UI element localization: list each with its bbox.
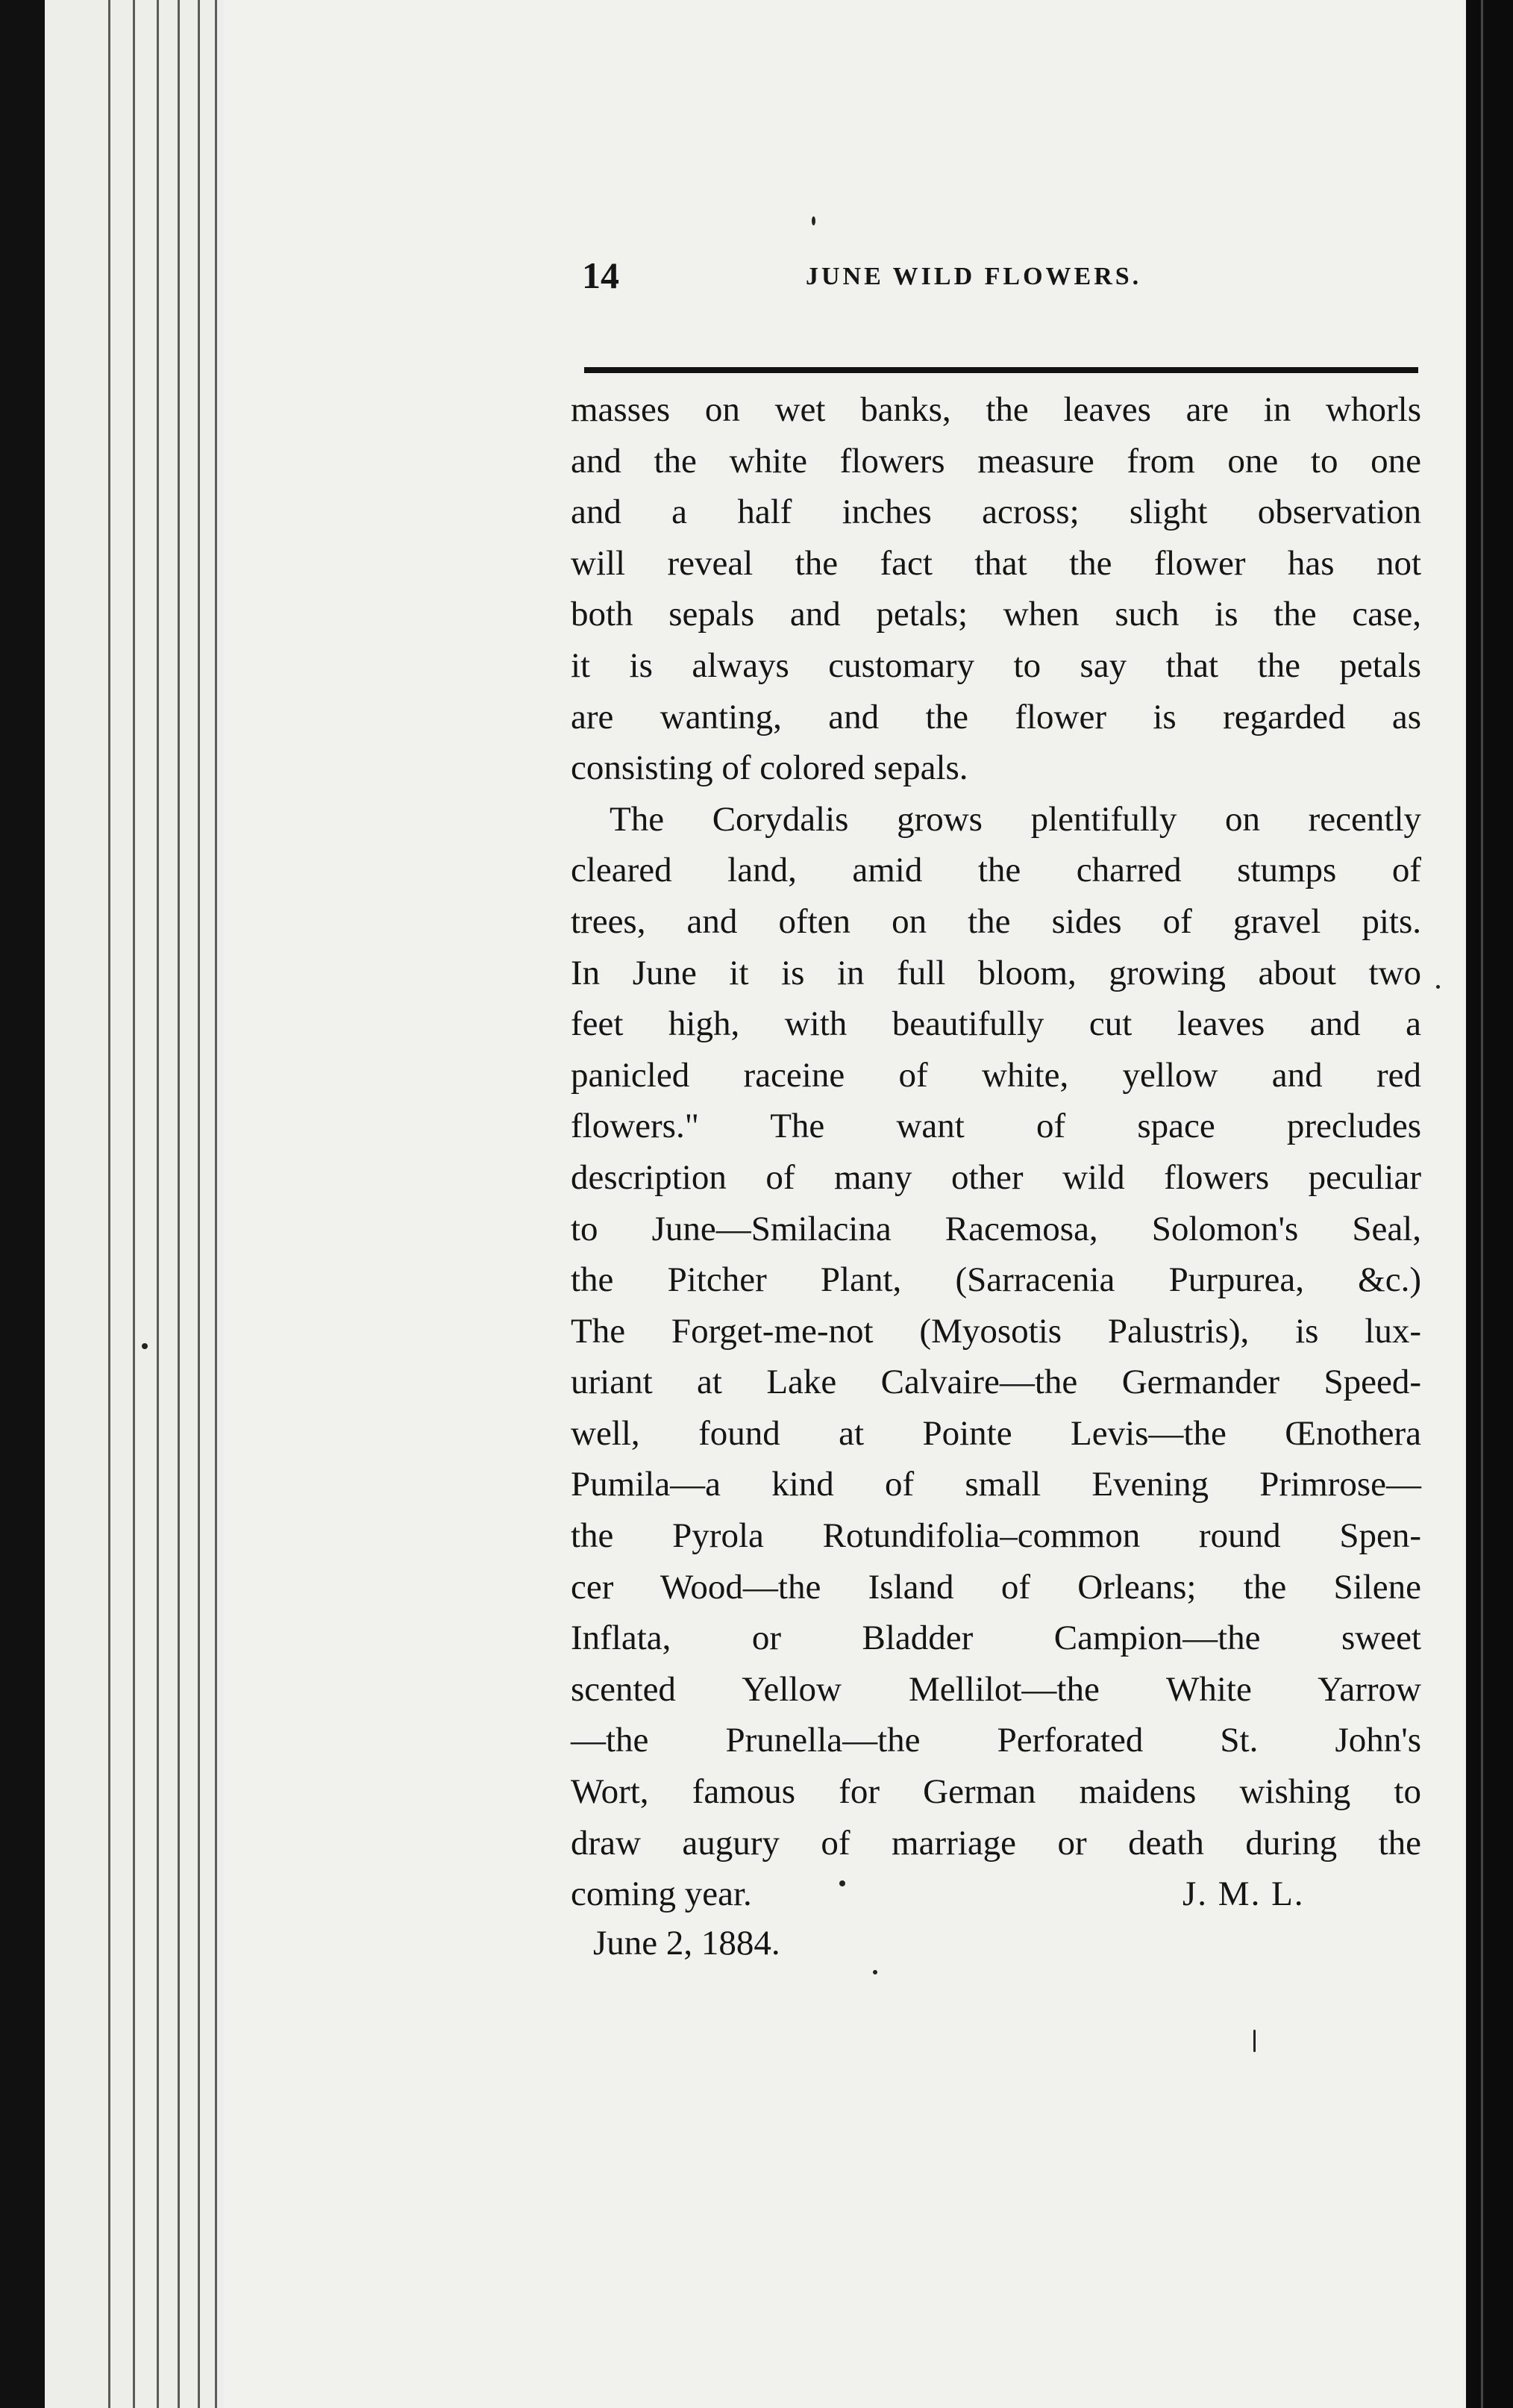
text-line: uriant at Lake Calvaire—the Germander Speed-	[571, 1363, 1421, 1402]
text-line: The Corydalis grows plentifully on recently	[610, 799, 1421, 839]
text-line: the Pyrola Rotundifolia–common round Spen-	[571, 1516, 1421, 1556]
text-line: masses on wet banks, the leaves are in whorls	[571, 390, 1421, 429]
page-edge-line	[215, 0, 217, 2408]
page-edge-line	[178, 0, 180, 2408]
scan-speck	[873, 1970, 877, 1974]
text-line: Inflata, or Bladder Campion—the sweet	[571, 1619, 1421, 1658]
text-line: consisting of colored sepals.	[571, 748, 968, 788]
text-line: are wanting, and the flower is regarded as	[571, 697, 1421, 737]
dateline: June 2, 1884.	[593, 1924, 780, 1963]
right-scan-border	[1466, 0, 1513, 2408]
text-line: panicled raceine of white, yellow and red	[571, 1055, 1421, 1095]
text-line: The Forget-me-not (Myosotis Palustris), is lux-	[571, 1311, 1421, 1351]
scan-speck	[812, 216, 815, 225]
text-line: —the Prunella—the Perforated St. John's	[571, 1721, 1421, 1760]
final-line: coming year.	[571, 1874, 752, 1914]
scan-speck	[839, 1880, 845, 1886]
text-line: will reveal the fact that the flower has not	[571, 543, 1421, 583]
text-line: scented Yellow Mellilot—the White Yarrow	[571, 1669, 1421, 1709]
header-rule	[584, 367, 1418, 373]
author-initials: J. M. L.	[1182, 1874, 1305, 1914]
text-line: draw augury of marriage or death during the	[571, 1823, 1421, 1863]
running-head: JUNE WILD FLOWERS.	[806, 263, 1142, 290]
text-line: cer Wood—the Island of Orleans; the Silene	[571, 1567, 1421, 1607]
page-edge-line	[157, 0, 159, 2408]
text-line: description of many other wild flowers peculiar	[571, 1157, 1421, 1197]
text-line: both sepals and petals; when such is the case,	[571, 595, 1421, 634]
text-line: Pumila—a kind of small Evening Primrose—	[571, 1465, 1421, 1504]
text-line: the Pitcher Plant, (Sarracenia Purpurea, &c.)	[571, 1260, 1421, 1300]
text-line: and the white flowers measure from one to one	[571, 441, 1421, 481]
page-header	[582, 254, 1418, 313]
right-edge-line	[1481, 0, 1483, 2408]
text-line: Wort, famous for German maidens wishing to	[571, 1772, 1421, 1812]
text-line: to June—Smilacina Racemosa, Solomon's Seal,	[571, 1209, 1421, 1248]
text-line: and a half inches across; slight observation	[571, 492, 1421, 532]
page-edge-line	[108, 0, 110, 2408]
body-text	[571, 384, 1421, 1920]
scan-speck	[142, 1343, 148, 1349]
page-stack-edges	[45, 0, 239, 2408]
text-line: cleared land, amid the charred stumps of	[571, 851, 1421, 890]
signoff-row	[571, 1868, 1421, 1920]
text-line: feet high, with beautifully cut leaves and a	[571, 1004, 1421, 1044]
page-edge-line	[133, 0, 135, 2408]
text-line: In June it is in full bloom, growing about two	[571, 953, 1421, 992]
page-edge-line	[198, 0, 200, 2408]
text-line: flowers." The want of space precludes	[571, 1107, 1421, 1146]
text-line: it is always customary to say that the petals	[571, 645, 1421, 685]
scan-speck	[1253, 2030, 1256, 2052]
text-line: well, found at Pointe Levis—the Œnothera	[571, 1413, 1421, 1453]
text-line: trees, and often on the sides of gravel pits.	[571, 901, 1421, 941]
page-number: 14	[582, 254, 619, 296]
scan-speck	[1436, 985, 1440, 989]
